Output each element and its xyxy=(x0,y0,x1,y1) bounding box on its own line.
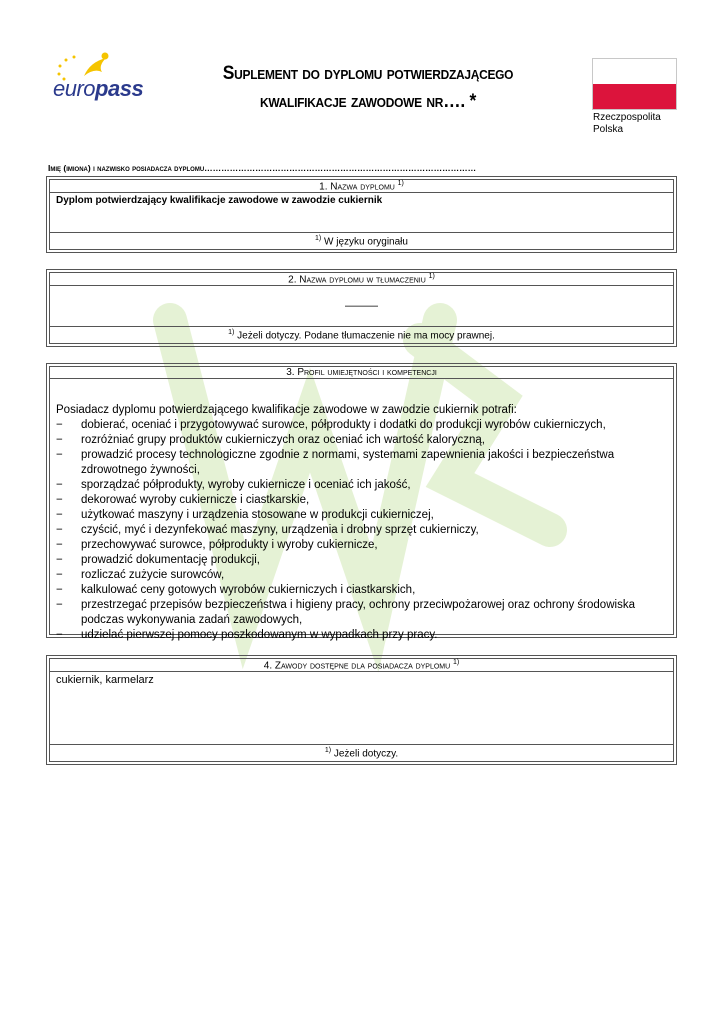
skill-item: − przechowywać surowce, półprodukty i wyroby cukiernicze, xyxy=(56,538,667,553)
skill-item: − przestrzegać przepisów bezpieczeństwa i higieny pracy, ochrony przeciwpożarowej oraz ochrony środowiska podczas wykonywania zadań zawodowych, xyxy=(56,598,667,628)
skill-item: − dobierać, oceniać i przygotowywać surowce, półprodukty i dodatki do produkcji wyrobów cukierniczych, xyxy=(56,418,667,433)
section-footnote: $^{1)}$ Jeżeli dotyczy. Podane tłumaczenie nie ma mocy prawnej. xyxy=(50,326,673,343)
skill-item: − sporządzać półprodukty, wyroby cukiernicze i oceniać ich jakość, xyxy=(56,478,667,493)
section-heading: 3. Profil umiejętności i kompetencji xyxy=(50,367,673,379)
skills-content xyxy=(50,379,673,643)
skill-item: − prowadzić dokumentację produkcji, xyxy=(56,553,667,568)
section-footnote: $^{1)}$ Jeżeli dotyczy. xyxy=(50,744,673,761)
section-skills-profile xyxy=(46,363,677,641)
country-name: Rzeczpospolita Polska xyxy=(593,112,661,135)
document-title: Suplement do dyplomu potwierdzającego kwalifikacje zawodowe nr…. * xyxy=(222,63,514,112)
section-diploma-name xyxy=(46,176,677,253)
diploma-name-value: Dyplom potwierdzający kwalifikacje zawodowe w zawodzie cukiernik xyxy=(56,195,383,207)
skill-item: − czyścić, myć i dezynfekować maszyny, urządzenia i drobny sprzęt cukierniczy, xyxy=(56,523,667,538)
occupations-value: cukiernik, karmelarz xyxy=(56,674,154,687)
skill-item: − rozróżniać grupy produktów cukierniczych oraz oceniać ich wartość kaloryczną, xyxy=(56,433,667,448)
skill-item: − rozliczać zużycie surowców, xyxy=(56,568,667,583)
skill-item: − użytkować maszyny i urządzenia stosowane w produkcji cukierniczej, xyxy=(56,508,667,523)
section-available-occupations xyxy=(46,655,677,765)
section-footnote: $^{1)}$ W języku oryginału xyxy=(50,232,673,249)
translation-empty-dash: ——— xyxy=(345,300,378,313)
skill-item: − dekorować wyroby cukiernicze i ciastkarskie, xyxy=(56,493,667,508)
skills-list xyxy=(56,418,667,643)
skill-item: − udzielać pierwszej pomocy poszkodowanym w wypadkach przy pracy. xyxy=(56,628,667,643)
skill-item: − prowadzić procesy technologiczne zgodnie z normami, systemami zapewnienia jakości i bezpieczeństwa zdrowotnego żywności, xyxy=(56,448,667,478)
logo-wordmark: europass xyxy=(53,76,144,101)
section-diploma-translation xyxy=(46,269,677,347)
holder-name-label: Imię (imiona) i nazwisko posiadacza dyplomu…………………………………………………………………………………… xyxy=(48,163,477,173)
section-heading: 2. Nazwa dyplomu w tłumaczeniu $^{1)}$ xyxy=(50,273,673,286)
skills-intro: Posiadacz dyplomu potwierdzającego kwalifikacje zawodowe w zawodzie cukiernik potrafi: xyxy=(56,404,517,416)
section-heading: 4. Zawody dostępne dla posiadacza dyplomu $^{1)}$ xyxy=(50,659,673,672)
polish-flag xyxy=(592,58,677,110)
section-heading: 1. Nazwa dyplomu $^{1)}$ xyxy=(50,180,673,193)
skill-item: − kalkulować ceny gotowych wyrobów cukierniczych i ciastkarskich, xyxy=(56,583,667,598)
europass-logo xyxy=(50,52,150,108)
